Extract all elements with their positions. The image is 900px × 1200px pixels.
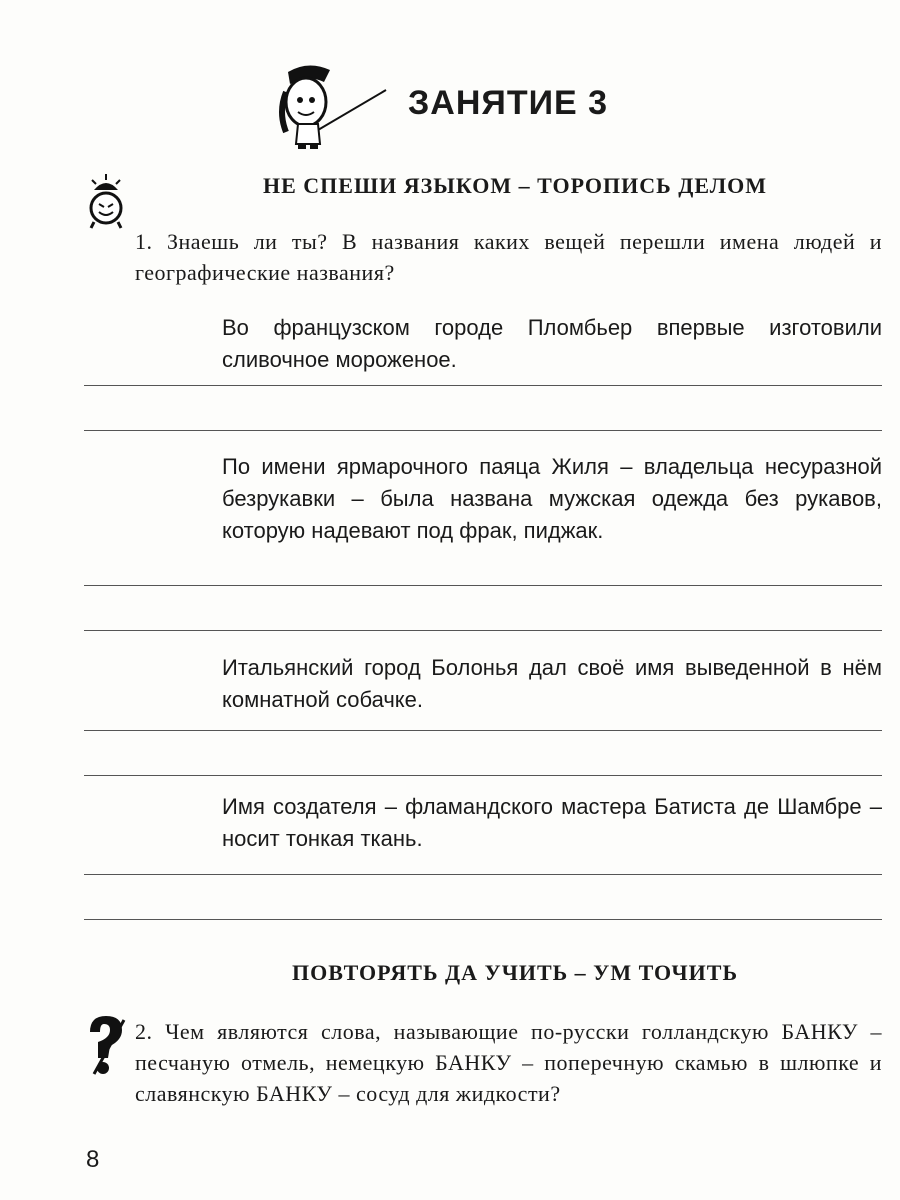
answer-line[interactable] xyxy=(84,585,882,586)
item-batist: Имя создателя – фламандского мастера Батиста де Шамбре – носит тонкая ткань. xyxy=(222,794,882,851)
alarm-clock-icon xyxy=(86,172,126,232)
answer-line[interactable] xyxy=(84,630,882,631)
answer-line[interactable] xyxy=(84,919,882,920)
section1-heading: НЕ СПЕШИ ЯЗЫКОМ – ТОРОПИСЬ ДЕЛОМ xyxy=(263,173,767,198)
question-1: 1. Знаешь ли ты? В названия каких вещей перешли имена людей и географические названия? xyxy=(135,229,882,285)
item-zhilet: По имени ярмарочного паяца Жиля – владельца несуразной безрукавки – была названа мужская одежда без рукавов, которую надевают под фрак, пиджак. xyxy=(222,454,882,543)
item-bolonka: Итальянский город Болонья дал своё имя выведенной в нём комнатной собачке. xyxy=(222,655,882,712)
page-number: 8 xyxy=(86,1146,100,1173)
answer-line[interactable] xyxy=(84,775,882,776)
answer-line[interactable] xyxy=(84,385,882,386)
section2-heading: ПОВТОРЯТЬ ДА УЧИТЬ – УМ ТОЧИТЬ xyxy=(291,960,739,985)
teacher-mascot-icon xyxy=(268,62,398,152)
question-2: 2. Чем являются слова, называющие по-русски голландскую БАНКУ – песчаную отмель, немецкую БАНКУ – поперечную скамью в шлюпке и славянскую БАНКУ – сосуд для жидкости? xyxy=(135,1019,882,1106)
answer-line[interactable] xyxy=(84,874,882,875)
answer-line[interactable] xyxy=(84,730,882,731)
lesson-title: ЗАНЯТИЕ 3 xyxy=(408,84,609,122)
item-plombir: Во французском городе Пломбьер впервые изготовили сливочное мороженое. xyxy=(222,315,882,372)
question-mark-pen-icon xyxy=(84,1014,128,1080)
answer-line[interactable] xyxy=(84,430,882,431)
